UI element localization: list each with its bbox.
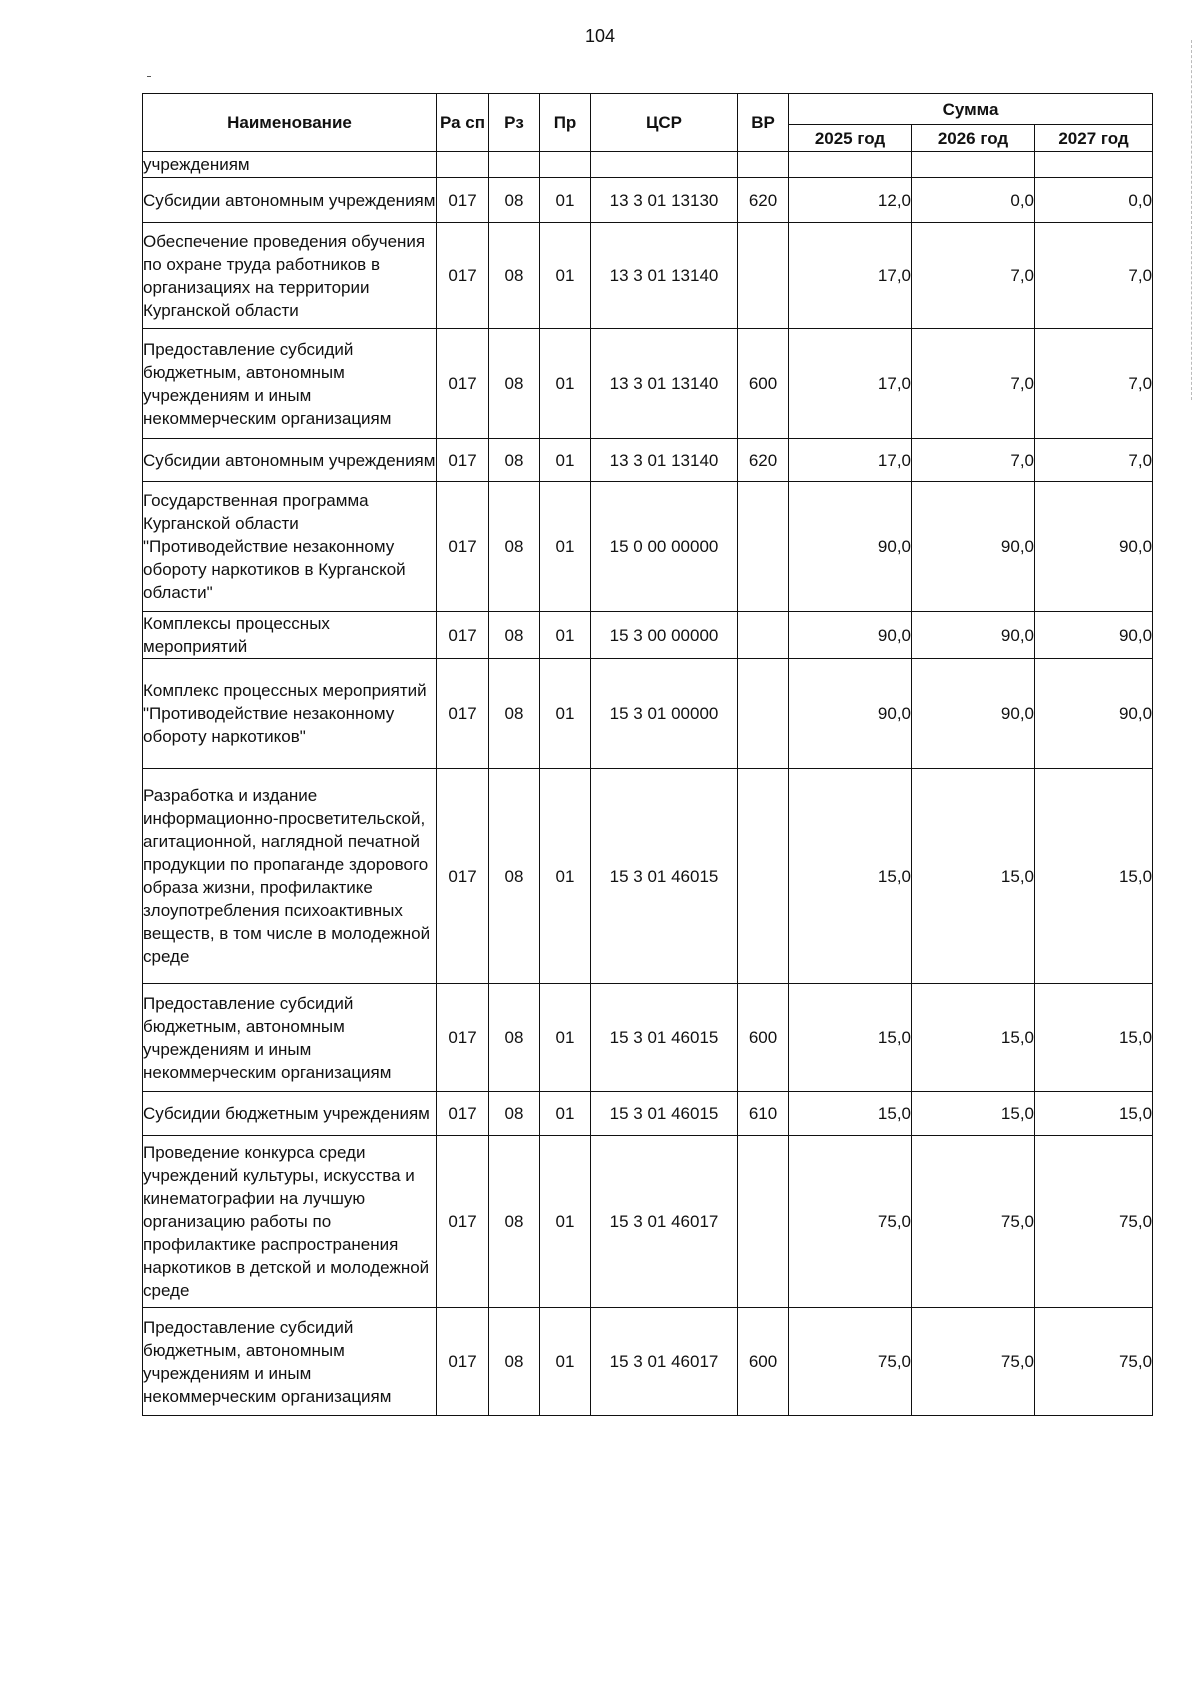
table-row — [143, 984, 1153, 1092]
row-amount-2027: 0,0 — [1035, 178, 1153, 223]
row-csr: 13 3 01 13140 — [591, 329, 738, 439]
row-name: Проведение конкурса среди учреждений культуры, искусства и кинематографии на лучшую организацию работы по профилактике распространения наркотиков в детской и молодежной среде — [143, 1136, 437, 1308]
row-vr — [738, 223, 789, 329]
table-body — [143, 152, 1153, 1416]
header-rasp: Ра сп — [437, 94, 489, 152]
row-amount-2027: 75,0 — [1035, 1308, 1153, 1416]
row-csr: 15 3 01 46015 — [591, 1092, 738, 1136]
header-vr: ВР — [738, 94, 789, 152]
row-vr: 600 — [738, 329, 789, 439]
row-pr: 01 — [540, 659, 591, 769]
table-row — [143, 178, 1153, 223]
table-row — [143, 152, 1153, 178]
row-name: Субсидии бюджетным учреждениям — [143, 1092, 437, 1136]
page-number: 104 — [584, 26, 616, 46]
row-rz: 08 — [489, 1308, 540, 1416]
row-name: Субсидии автономным учреждениям — [143, 439, 437, 482]
row-name: Предоставление субсидий бюджетным, автономным учреждениям и иным некоммерческим организациям — [143, 984, 437, 1092]
row-vr: 620 — [738, 439, 789, 482]
row-name: Обеспечение проведения обучения по охране труда работников в организациях на территории Курганской области — [143, 223, 437, 329]
row-rasp: 017 — [437, 482, 489, 612]
row-vr — [738, 482, 789, 612]
row-amount-2025: 75,0 — [789, 1308, 912, 1416]
row-csr: 15 3 01 46017 — [591, 1308, 738, 1416]
row-vr — [738, 1136, 789, 1308]
row-name: Разработка и издание информационно-просветительской, агитационной, наглядной печатной продукции по пропаганде здорового образа жизни, профилактике злоупотребления психоактивных веществ, в том числе в молодежной среде — [143, 769, 437, 984]
header-rz: Рз — [489, 94, 540, 152]
row-rasp: 017 — [437, 984, 489, 1092]
row-rz: 08 — [489, 439, 540, 482]
row-amount-2027: 90,0 — [1035, 659, 1153, 769]
header-year-2026: 2026 год — [912, 125, 1035, 152]
row-rz: 08 — [489, 1092, 540, 1136]
row-csr: 13 3 01 13130 — [591, 178, 738, 223]
row-amount-2025: 17,0 — [789, 223, 912, 329]
table-row — [143, 223, 1153, 329]
row-csr: 13 3 01 13140 — [591, 223, 738, 329]
budget-table — [142, 93, 1153, 1416]
row-amount-2026 — [912, 152, 1035, 178]
row-amount-2027: 15,0 — [1035, 1092, 1153, 1136]
row-amount-2026: 7,0 — [912, 223, 1035, 329]
row-name: Предоставление субсидий бюджетным, автономным учреждениям и иным некоммерческим организациям — [143, 1308, 437, 1416]
header-csr: ЦСР — [591, 94, 738, 152]
scan-mark — [147, 76, 151, 77]
row-amount-2025: 90,0 — [789, 612, 912, 659]
row-csr: 15 3 01 46015 — [591, 769, 738, 984]
row-amount-2026: 7,0 — [912, 439, 1035, 482]
table-row — [143, 1136, 1153, 1308]
header-pr: Пр — [540, 94, 591, 152]
table-row — [143, 612, 1153, 659]
row-csr: 15 3 01 46017 — [591, 1136, 738, 1308]
row-amount-2027: 7,0 — [1035, 439, 1153, 482]
row-amount-2025: 15,0 — [789, 984, 912, 1092]
row-vr: 600 — [738, 1308, 789, 1416]
row-rz: 08 — [489, 659, 540, 769]
row-pr: 01 — [540, 178, 591, 223]
table-row — [143, 329, 1153, 439]
row-amount-2027: 90,0 — [1035, 612, 1153, 659]
row-rz: 08 — [489, 984, 540, 1092]
row-amount-2026: 75,0 — [912, 1136, 1035, 1308]
row-amount-2025: 12,0 — [789, 178, 912, 223]
table-row — [143, 769, 1153, 984]
row-amount-2025: 15,0 — [789, 1092, 912, 1136]
row-rasp: 017 — [437, 1136, 489, 1308]
row-amount-2026: 0,0 — [912, 178, 1035, 223]
row-amount-2025: 15,0 — [789, 769, 912, 984]
table-row — [143, 439, 1153, 482]
scan-edge-line — [1190, 40, 1192, 400]
row-name: Субсидии автономным учреждениям — [143, 178, 437, 223]
row-rz: 08 — [489, 329, 540, 439]
row-rasp: 017 — [437, 612, 489, 659]
row-csr: 15 3 01 46015 — [591, 984, 738, 1092]
row-amount-2027: 7,0 — [1035, 223, 1153, 329]
row-rasp: 017 — [437, 1092, 489, 1136]
table-header-row — [143, 94, 1153, 125]
row-rasp: 017 — [437, 659, 489, 769]
row-pr: 01 — [540, 439, 591, 482]
row-rasp: 017 — [437, 1308, 489, 1416]
row-vr: 610 — [738, 1092, 789, 1136]
row-rz: 08 — [489, 612, 540, 659]
row-rasp: 017 — [437, 329, 489, 439]
row-rasp: 017 — [437, 178, 489, 223]
row-amount-2025 — [789, 152, 912, 178]
row-amount-2027: 15,0 — [1035, 984, 1153, 1092]
row-amount-2026: 15,0 — [912, 1092, 1035, 1136]
row-rasp — [437, 152, 489, 178]
table-row — [143, 1308, 1153, 1416]
row-csr: 15 3 00 00000 — [591, 612, 738, 659]
row-amount-2027: 75,0 — [1035, 1136, 1153, 1308]
row-amount-2026: 90,0 — [912, 659, 1035, 769]
row-vr — [738, 769, 789, 984]
row-amount-2025: 90,0 — [789, 482, 912, 612]
header-sum: Сумма — [789, 94, 1153, 125]
row-rasp: 017 — [437, 769, 489, 984]
row-amount-2027 — [1035, 152, 1153, 178]
header-name: Наименование — [143, 94, 437, 152]
row-amount-2026: 7,0 — [912, 329, 1035, 439]
row-csr: 15 0 00 00000 — [591, 482, 738, 612]
row-rz: 08 — [489, 769, 540, 984]
row-pr: 01 — [540, 482, 591, 612]
row-name: Государственная программа Курганской области "Противодействие незаконному обороту наркотиков в Курганской области" — [143, 482, 437, 612]
row-vr — [738, 152, 789, 178]
row-pr: 01 — [540, 329, 591, 439]
row-pr: 01 — [540, 612, 591, 659]
header-year-2027: 2027 год — [1035, 125, 1153, 152]
row-name: Комплекс процессных мероприятий "Противодействие незаконному обороту наркотиков" — [143, 659, 437, 769]
row-vr: 620 — [738, 178, 789, 223]
row-rasp: 017 — [437, 439, 489, 482]
row-name: учреждениям — [143, 152, 437, 178]
row-amount-2026: 75,0 — [912, 1308, 1035, 1416]
row-amount-2025: 75,0 — [789, 1136, 912, 1308]
row-rasp: 017 — [437, 223, 489, 329]
header-year-2025: 2025 год — [789, 125, 912, 152]
row-pr: 01 — [540, 769, 591, 984]
row-name: Предоставление субсидий бюджетным, автономным учреждениям и иным некоммерческим организациям — [143, 329, 437, 439]
row-amount-2026: 90,0 — [912, 482, 1035, 612]
row-rz: 08 — [489, 178, 540, 223]
row-pr: 01 — [540, 1092, 591, 1136]
row-amount-2025: 17,0 — [789, 439, 912, 482]
row-amount-2026: 15,0 — [912, 984, 1035, 1092]
row-amount-2026: 15,0 — [912, 769, 1035, 984]
row-pr: 01 — [540, 1136, 591, 1308]
row-rz: 08 — [489, 223, 540, 329]
row-name: Комплексы процессных мероприятий — [143, 612, 437, 659]
row-vr — [738, 612, 789, 659]
row-amount-2025: 90,0 — [789, 659, 912, 769]
row-amount-2027: 90,0 — [1035, 482, 1153, 612]
row-amount-2027: 7,0 — [1035, 329, 1153, 439]
row-pr — [540, 152, 591, 178]
row-amount-2026: 90,0 — [912, 612, 1035, 659]
row-csr — [591, 152, 738, 178]
table-row — [143, 659, 1153, 769]
row-rz: 08 — [489, 1136, 540, 1308]
table-row — [143, 482, 1153, 612]
row-csr: 13 3 01 13140 — [591, 439, 738, 482]
row-vr: 600 — [738, 984, 789, 1092]
row-pr: 01 — [540, 1308, 591, 1416]
row-vr — [738, 659, 789, 769]
table-row — [143, 1092, 1153, 1136]
row-pr: 01 — [540, 984, 591, 1092]
row-pr: 01 — [540, 223, 591, 329]
row-rz: 08 — [489, 482, 540, 612]
row-csr: 15 3 01 00000 — [591, 659, 738, 769]
row-rz — [489, 152, 540, 178]
row-amount-2027: 15,0 — [1035, 769, 1153, 984]
row-amount-2025: 17,0 — [789, 329, 912, 439]
